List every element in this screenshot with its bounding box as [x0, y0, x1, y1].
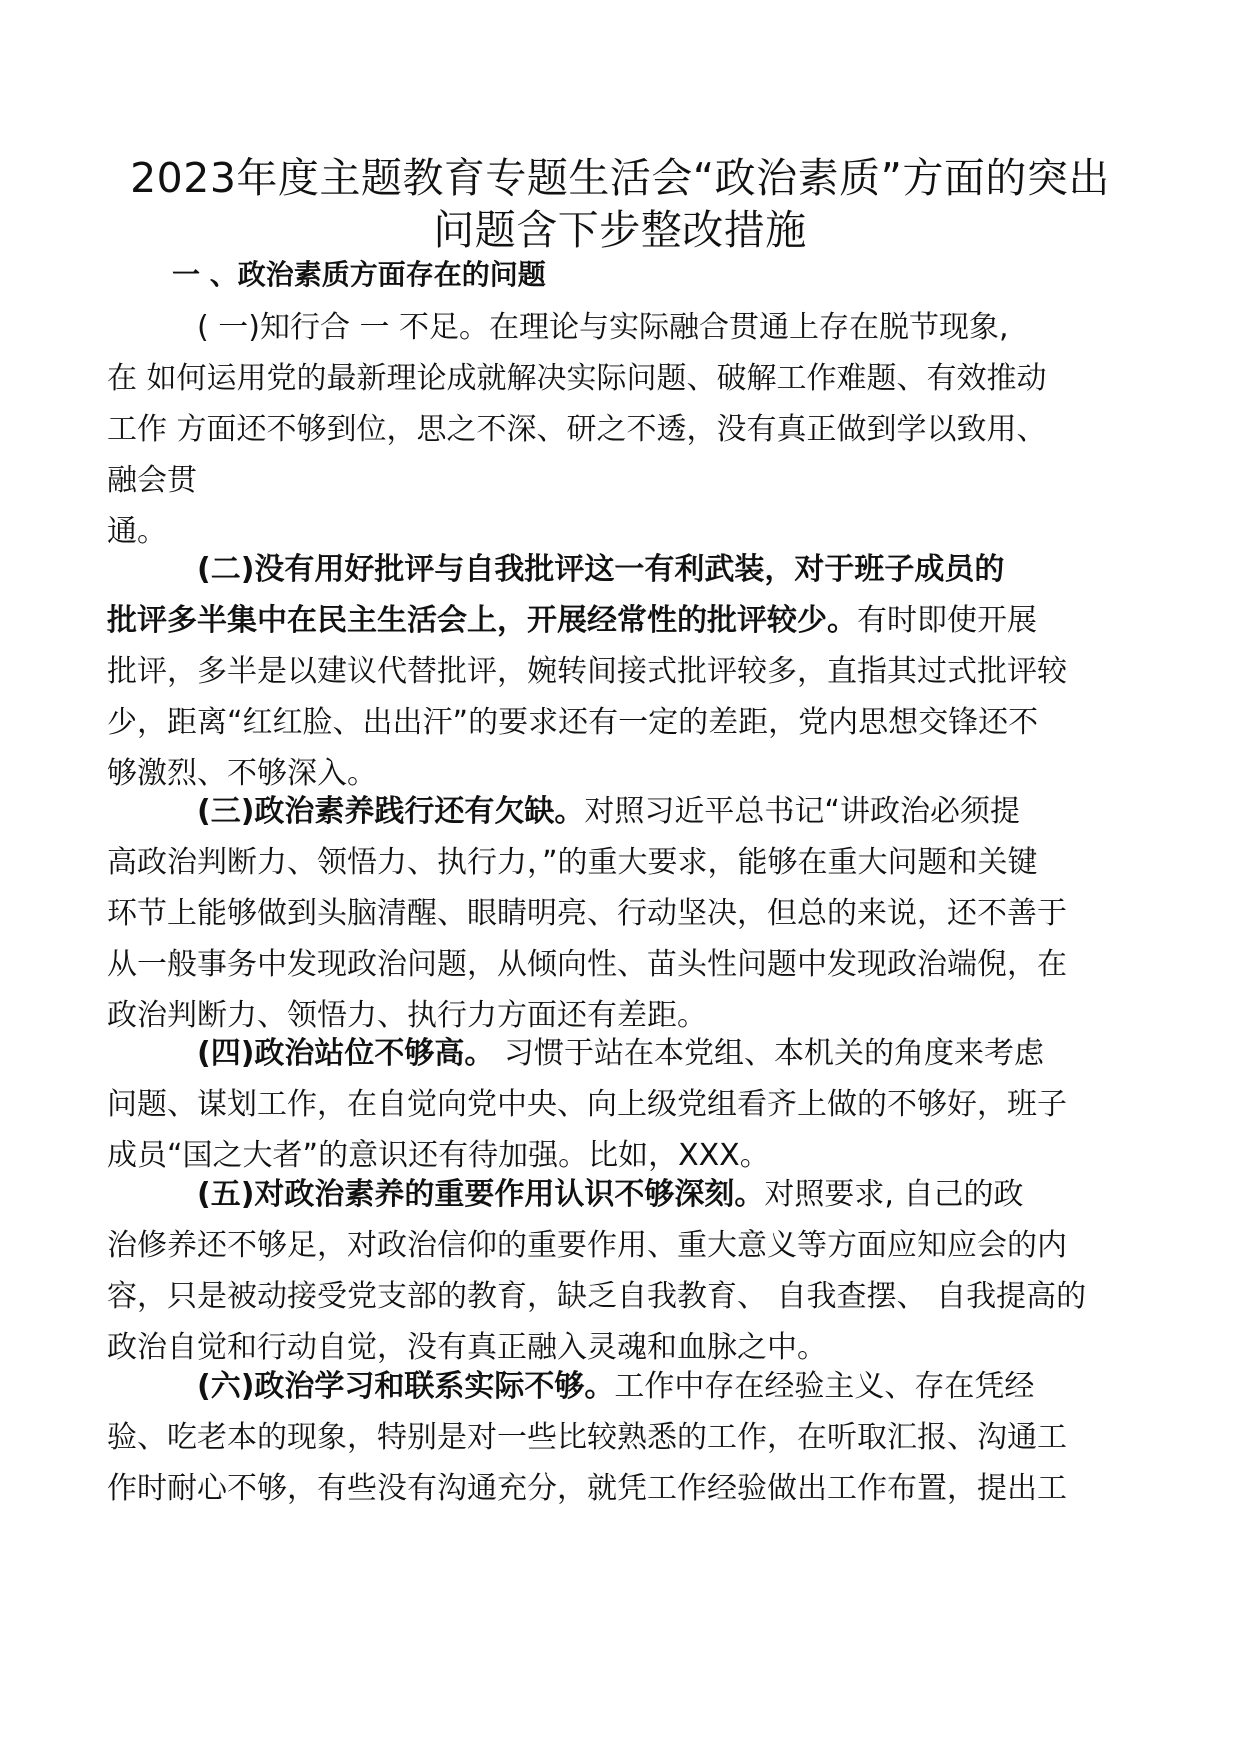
text-line — [107, 646, 1142, 697]
text-line — [107, 455, 1142, 506]
line-text: 工作中存在经验主义、存在凭经 — [614, 1369, 1035, 1404]
line-text: 通。 — [107, 514, 167, 549]
paragraph-3 — [107, 786, 1142, 1041]
line-text: 在 如何运用党的最新理论成就解决实际问题、破解工作难题、有效推动 — [107, 361, 1047, 396]
title-line: 问题含下步整改措施 — [433, 206, 807, 254]
text-line — [107, 1463, 1142, 1514]
paragraph-5 — [107, 1169, 1142, 1373]
line-text: 够激烈、不够深入。 — [107, 756, 377, 791]
paragraph-1 — [107, 302, 1142, 557]
line-text: 问题、谋划工作，在自觉向党中央、向上级党组看齐上做的不够好，班子 — [107, 1087, 1067, 1122]
text-line — [107, 1361, 1142, 1412]
line-text: 对照要求, 自己的政 — [764, 1177, 1024, 1212]
line-text: 从一般事务中发现政治问题，从倾向性、苗头性问题中发现政治端倪，在 — [107, 947, 1067, 982]
line-text: 容，只是被动接受党支部的教育，缺乏自我教育、 自我查摆、 自我提高的 — [107, 1279, 1087, 1314]
line-text: 对照习近平总书记“讲政治必须提 — [584, 794, 1020, 829]
line-text: 政治判断力、领悟力、执行力方面还有差距。 — [107, 998, 707, 1033]
line-text: 批评，多半是以建议代替批评，婉转间接式批评较多，直指其过式批评较 — [107, 654, 1067, 689]
line-text: 有时即使开展 — [857, 603, 1037, 638]
line-text: 成员“国之大者”的意识还有待加强。比如，XXX。 — [107, 1138, 770, 1173]
line-text: 政治自觉和行动自觉，没有真正融入灵魂和血脉之中。 — [107, 1330, 827, 1365]
line-text: 高政治判断力、领悟力、执行力，”的重大要求，能够在重大问题和关键 — [107, 845, 1038, 880]
text-line — [107, 353, 1142, 404]
text-line — [107, 1169, 1142, 1220]
text-line — [107, 697, 1142, 748]
title-line: 2023年度主题教育专题生活会“政治素质”方面的突出 — [130, 154, 1110, 202]
document-title — [100, 152, 1140, 256]
text-line — [107, 1412, 1142, 1463]
text-line — [107, 1028, 1142, 1079]
paragraph-6 — [107, 1361, 1142, 1514]
section-heading: 一 、政治素质方面存在的问题 — [172, 258, 546, 291]
line-text: 作时耐心不够，有些没有沟通充分，就凭工作经验做出工作布置，提出工 — [107, 1471, 1067, 1506]
paragraph-4 — [107, 1028, 1142, 1181]
paragraph-2 — [107, 544, 1142, 799]
text-line — [107, 404, 1142, 455]
bold-lead: (四)政治站位不够高。 — [197, 1036, 495, 1071]
line-text: 环节上能够做到头脑清醒、眼睛明亮、行动坚决，但总的来说，还不善于 — [107, 896, 1067, 931]
bold-lead: 批评多半集中在民主生活会上，开展经常性的批评较少。 — [107, 603, 857, 638]
line-text: 治修养还不够足，对政治信仰的重要作用、重大意义等方面应知应会的内 — [107, 1228, 1067, 1263]
text-line — [107, 888, 1142, 939]
bold-lead: (五)对政治素养的重要作用认识不够深刻。 — [197, 1177, 765, 1212]
text-line — [107, 786, 1142, 837]
text-line — [107, 595, 1142, 646]
text-line — [107, 939, 1142, 990]
text-line — [107, 837, 1142, 888]
text-line — [107, 1220, 1142, 1271]
line-text: 工作 方面还不够到位，思之不深、研之不透，没有真正做到学以致用、 — [107, 412, 1047, 447]
line-text: 少，距离“红红脸、出出汗”的要求还有一定的差距，党内思想交锋还不 — [107, 705, 1039, 740]
text-line — [107, 302, 1142, 353]
line-text: 融会贯 — [107, 463, 197, 498]
bold-lead: (三)政治素养践行还有欠缺。 — [197, 794, 585, 829]
bold-lead: (六)政治学习和联系实际不够。 — [197, 1369, 615, 1404]
text-line — [107, 544, 1142, 595]
line-text: 验、吃老本的现象，特别是对一些比较熟悉的工作，在听取汇报、沟通工 — [107, 1420, 1067, 1455]
bold-lead: (二)没有用好批评与自我批评这一有利武装，对于班子成员的 — [197, 552, 1005, 587]
text-line — [107, 1079, 1142, 1130]
text-line — [107, 1271, 1142, 1322]
line-text: ( 一)知行合 一 不足。在理论与实际融合贯通上存在脱节现象, — [197, 310, 1009, 345]
line-text: 习惯于站在本党组、本机关的角度来考虑 — [494, 1036, 1044, 1071]
